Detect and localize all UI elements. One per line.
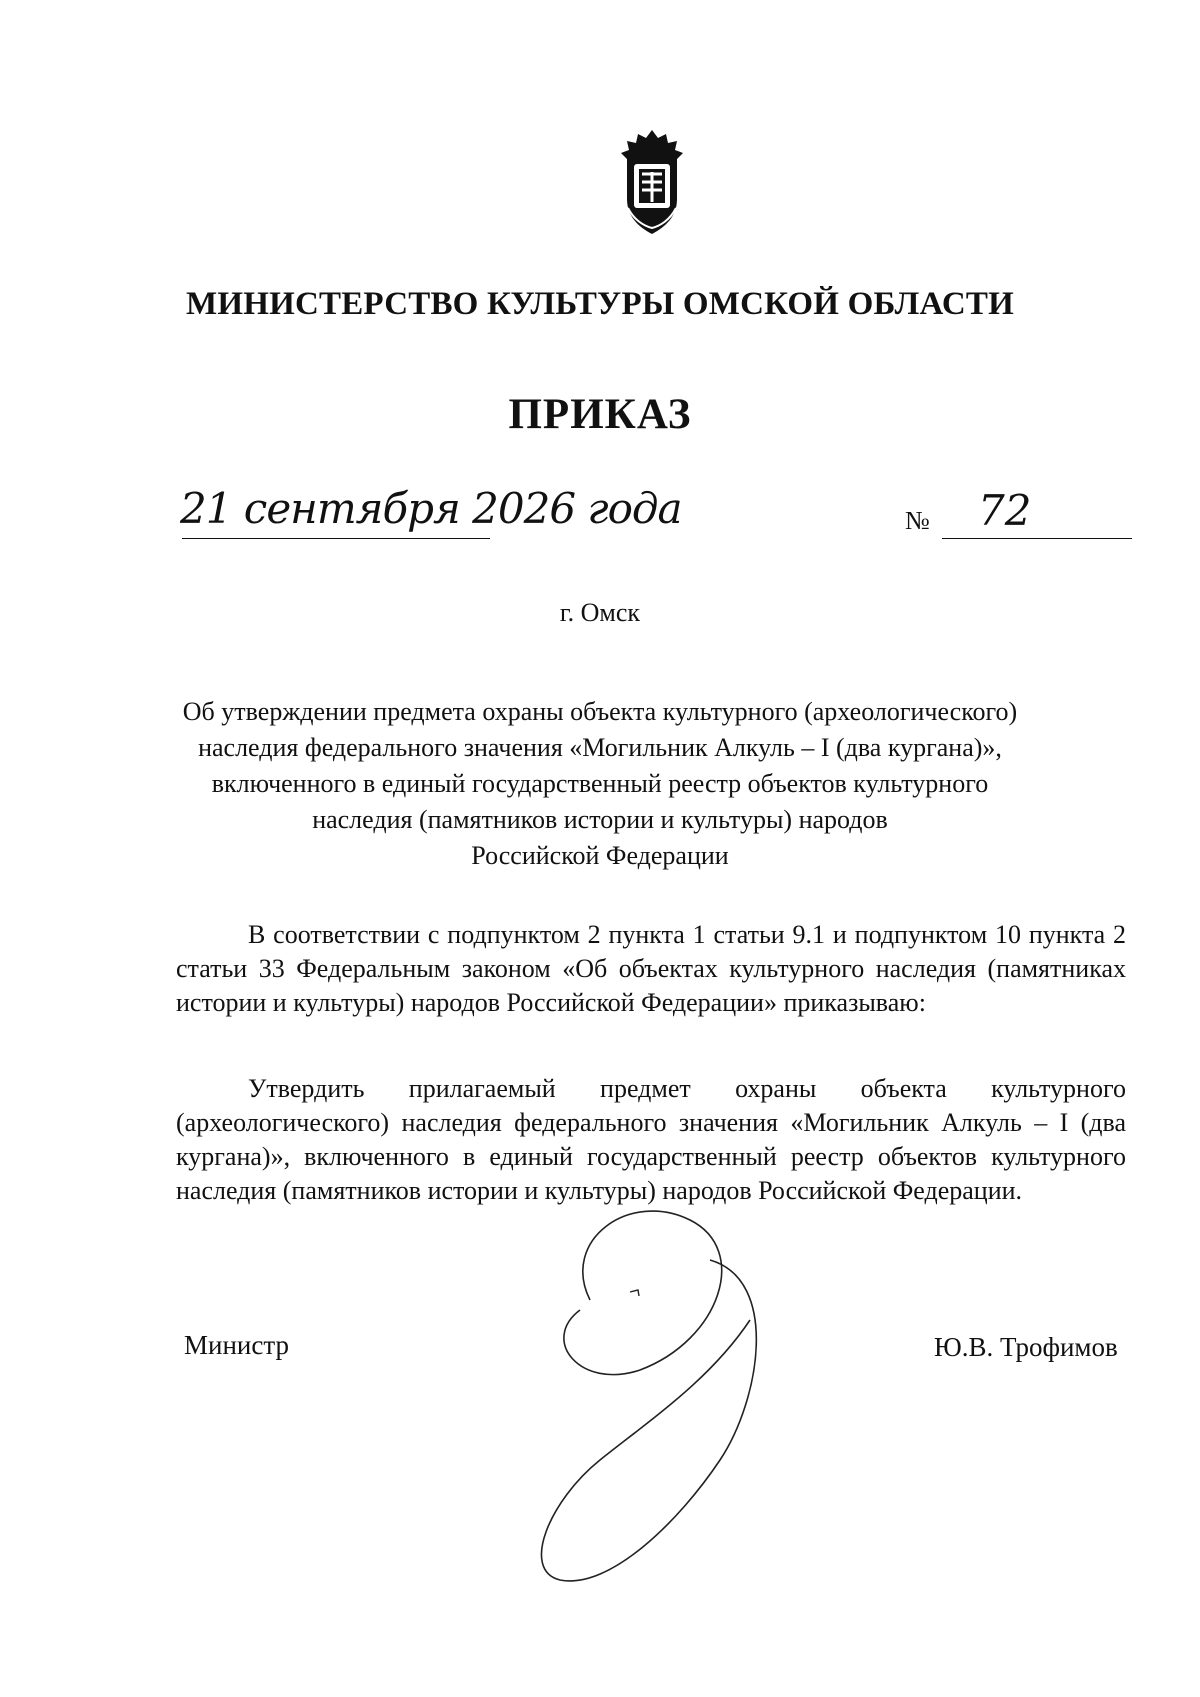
handwritten-number: 72 xyxy=(978,486,1032,535)
city: г. Омск xyxy=(559,598,641,627)
subject-line: Об утверждении предмета охраны объекта культурного (археологического) xyxy=(182,697,1018,726)
body-paragraph-text: В соответствии с подпунктом 2 пункта 1 статьи 9.1 и подпунктом 10 пункта 2 статьи 33 Федеральным законом «Об объектах культурного наследия (памятниках истории и культуры) народов Российской Федерации» приказываю: xyxy=(176,920,1126,1017)
subject-line: наследия (памятников истории и культуры) народов xyxy=(312,805,888,834)
body-paragraph-text: Утвердить прилагаемый предмет охраны объекта культурного (археологического) наследия федерального значения «Могильник Алкуль – I (два кургана)», включенного в единый государственный реестр объектов культурного наследия (памятников истории и культуры) народов Российской Федерации. xyxy=(176,1074,1126,1205)
signer-name: Ю.В. Трофимов xyxy=(934,1332,1118,1362)
subject-line: включенного в единый государственный реестр объектов культурного xyxy=(211,769,989,798)
number-sign: № xyxy=(905,506,930,535)
subject-line: наследия федерального значения «Могильник Алкуль – I (два кургана)», xyxy=(198,733,1002,762)
signature-icon xyxy=(520,1200,820,1620)
document-type: ПРИКАЗ xyxy=(508,391,692,438)
body-paragraph xyxy=(176,1072,1126,1208)
order-subject xyxy=(150,694,1050,874)
handwritten-date: 21 сентября 2026 года xyxy=(180,484,682,533)
number-underline xyxy=(942,538,1132,539)
signatory-position: Министр xyxy=(184,1330,289,1360)
ministry-title: МИНИСТЕРСТВО КУЛЬТУРЫ ОМСКОЙ ОБЛАСТИ xyxy=(186,286,1014,322)
coat-of-arms-icon xyxy=(612,128,692,236)
date-underline xyxy=(182,538,490,539)
subject-line: Российской Федерации xyxy=(471,841,729,870)
body-paragraph xyxy=(176,918,1126,1020)
